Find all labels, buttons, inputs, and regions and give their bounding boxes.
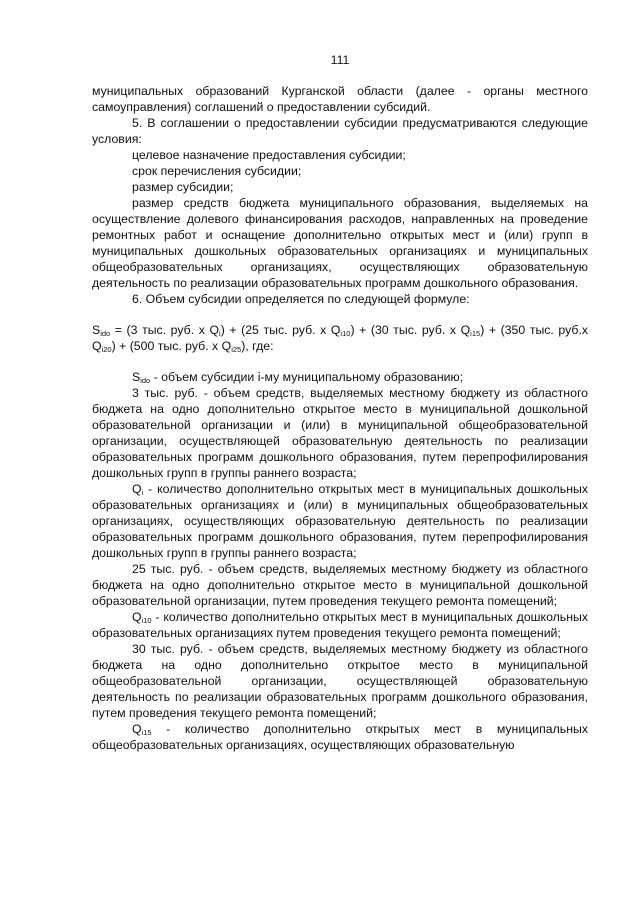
subscript-index: i10 — [340, 329, 351, 338]
text-run: = (3 тыс. руб. x Q — [110, 323, 220, 337]
paragraph-clause-5: 5. В соглашении о предоставлении субсидии предусматриваются следующие условия: — [92, 116, 588, 146]
text-run: 25 тыс. руб. - объем средств, выделяемых местному бюджету из областного бюджета на одно дополнительно открытое место в муниципальной дошкольной образовательной организации, путем проведения текущего ремонта помещений; — [92, 562, 588, 608]
text-run: ) + (500 тыс. руб. x Q — [111, 339, 232, 353]
condition-cofinancing: размер средств бюджета муниципального образования, выделяемых на осуществление долевого финансирования расходов, направленных на проведение ремонтных работ и оснащение дополнительно открытых мест и (или) групп в муниципальных дошкольных образовательных организациях и муниципальных общеобразовательных организациях, осуществляющих образовательную деятельность по реализации образовательных программ дошкольного образования. — [92, 196, 588, 290]
definition-paragraph — [92, 385, 588, 481]
definition-paragraph — [92, 721, 588, 753]
subscript-index: i15 — [141, 728, 152, 737]
subscript-index: i20 — [101, 345, 112, 354]
text-run: Q — [132, 610, 142, 624]
subscript-index: ido — [140, 376, 151, 385]
text-run: ) + (350 тыс. руб.x Q — [92, 323, 589, 353]
subscript-index: i — [219, 329, 221, 338]
subscript-index: i15 — [470, 329, 481, 338]
text-run: ) + (30 тыс. руб. x Q — [350, 323, 471, 337]
definition-paragraph — [92, 609, 588, 641]
text-run: S — [92, 323, 101, 337]
subscript-index: i25 — [231, 345, 242, 354]
text-run: Q — [132, 482, 142, 496]
spacer — [92, 354, 588, 369]
text-run: 3 тыс. руб. - объем средств, выделяемых местному бюджету из областного бюджета на одно дополнительно открытое место в муниципальной дошкольной образовательной организации и (или) в муниципальной общеобразовательной организации, осуществляющей образовательную деятельность по реализации образовательных программ дошкольного образования, путем перепрофилирования дошкольных групп в группы раннего возраста; — [92, 386, 588, 480]
definition-paragraph — [92, 369, 588, 385]
text-run: - количество дополнительно открытых мест в муниципальных общеобразовательных организациях, осуществляющих образовательную — [92, 722, 588, 752]
subsidy-formula — [92, 322, 588, 354]
spacer — [92, 307, 588, 322]
paragraph-continuation: муниципальных образований Курганской области (далее - органы местного самоуправления) соглашений о предоставлении субсидий. — [92, 84, 588, 114]
paragraph-clause-6: 6. Объем субсидии определяется по следующей формуле: — [132, 292, 470, 306]
text-run: ), где: — [241, 339, 274, 353]
definition-paragraph — [92, 641, 588, 721]
formula-definitions — [92, 369, 588, 753]
text-run: ) + (25 тыс. руб. x Q — [220, 323, 341, 337]
subscript-index: i — [141, 488, 144, 497]
text-run: - объем субсидии i-му муниципальному образованию; — [150, 370, 464, 384]
definition-paragraph — [92, 481, 588, 561]
condition-purpose: целевое назначение предоставления субсидии; — [132, 148, 406, 162]
text-run: 30 тыс. руб. - объем средств, выделяемых местному бюджету из областного бюджета на одно дополнительно открытое место в муниципальной общеобразовательной организации, осуществляющей образовательную деятельность по реализации образовательных программ дошкольного образования, путем проведения текущего ремонта помещений; — [92, 642, 588, 720]
condition-amount: размер субсидии; — [132, 180, 234, 194]
subscript-index: ido — [100, 329, 111, 338]
text-run: - количество дополнительно открытых мест в муниципальных дошкольных образовательных организациях и (или) в муниципальных общеобразовательных организациях, осуществляющих образовательную деятельность по реализации образовательных программ дошкольного образования, путем перепрофилирования дошкольных групп в группы раннего возраста; — [92, 482, 588, 560]
text-run: Q — [132, 722, 142, 736]
condition-transfer-term: срок перечисления субсидии; — [132, 164, 302, 178]
definition-paragraph — [92, 561, 588, 609]
page-number: 111 — [330, 53, 350, 67]
text-run: - количество дополнительно открытых мест в муниципальных дошкольных образовательных организациях путем проведения текущего ремонта помещений; — [92, 610, 588, 640]
text-run: S — [132, 370, 141, 384]
intro-paragraphs — [92, 83, 588, 307]
subscript-index: i10 — [141, 616, 152, 625]
